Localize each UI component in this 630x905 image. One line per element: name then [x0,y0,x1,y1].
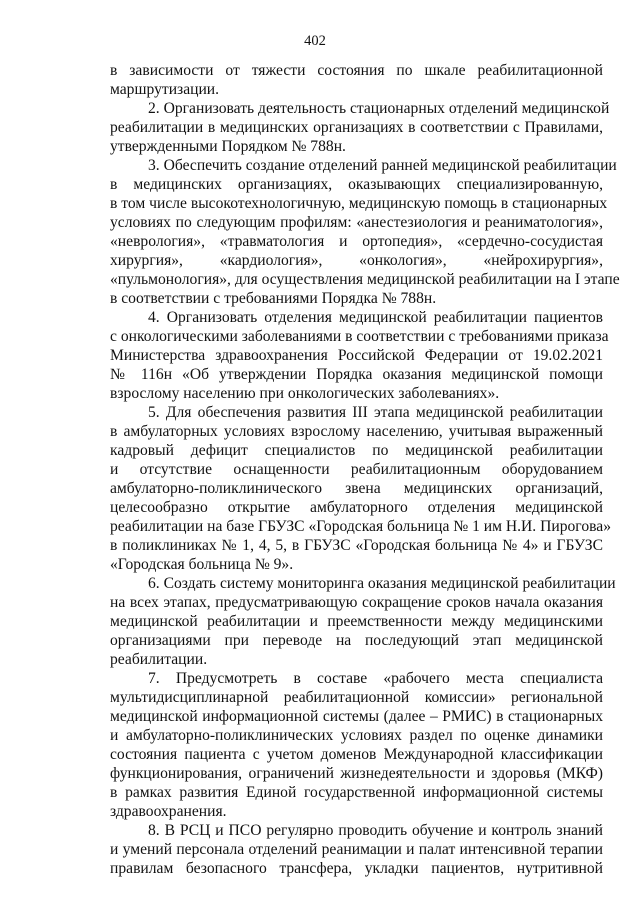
text-line: мультидисциплинарной реабилитационной комиссии» региональной [110,689,603,706]
text-line: с онкологическими заболеваниями в соответствии с требованиями приказа [110,328,609,345]
text-line: № 116н «Об утверждении Порядка оказания медицинской помощи [110,366,603,383]
text-line: медицинской информационной системы (далее – РМИС) в стационарных [110,708,603,725]
text-line: организациями при переводе на последующий этап медицинской [110,632,603,649]
text-line: 5. Для обеспечения развития III этапа медицинской реабилитации [148,404,603,421]
text-line: и амбулаторно-поликлинических условиях раздел по оценке динамики [110,727,603,744]
text-line: функционирования, ограничений жизнедеятельности и здоровья (МКФ) [110,765,603,782]
text-line: реабилитации. [110,651,208,668]
text-line: в рамках развития Единой государственной информационной системы [110,784,603,801]
page-number: 402 [304,33,326,49]
text-line: в поликлиниках № 1, 4, 5, в ГБУЗС «Городская больница № 4» и ГБУЗС [110,537,603,554]
text-line: целесообразно открытие амбулаторного отделения медицинской [110,499,603,516]
text-line: 6. Создать систему мониторинга оказания медицинской реабилитации [148,575,616,592]
text-line: взрослому населению при онкологических заболеваниях». [110,385,500,402]
document-body [110,61,620,878]
text-line: кадровый дефицит специалистов по медицинской реабилитации [110,442,603,459]
text-line: условиях по следующим профилям: «анестезиология и реаниматология», [110,214,603,231]
text-line: хирургия», «кардиология», «онкология», «нейрохирургия», [110,252,603,269]
text-line: амбулаторно-поликлинического звена медицинских организаций, [110,480,603,497]
text-line: в медицинских организациях, оказывающих специализированную, [110,176,603,193]
text-line: «неврология», «травматология и ортопедия», «сердечно-сосудистая [110,233,603,250]
text-line: и умений персонала отделений реанимации и палат интенсивной терапии [110,841,603,858]
text-line: утвержденными Порядком № 788н. [110,138,346,155]
text-line: здравоохранения. [110,803,227,820]
text-line: правилам безопасного трансфера, укладки пациентов, нутритивной [110,860,603,877]
text-line: медицинской реабилитации и преемственности между медицинскими [110,613,603,630]
text-line: реабилитации в медицинских организациях в соответствии с Правилами, [110,119,603,136]
text-line: в соответствии с требованиями Порядка № 788н. [110,290,437,307]
text-line: в зависимости от тяжести состояния по шкале реабилитационной [110,62,603,79]
text-line: на всех этапах, предусматривающую сокращение сроков начала оказания [110,594,603,611]
text-line: 7. Предусмотреть в составе «рабочего места специалиста [148,670,603,687]
text-line: маршрутизации. [110,81,220,98]
text-line: в амбулаторных условиях взрослому населению, учитывая выраженный [110,423,603,440]
text-line: реабилитации на базе ГБУЗС «Городская больница № 1 им Н.И. Пирогова» [110,518,611,535]
text-line: «Городская больница № 9». [110,556,294,573]
text-line: 4. Организовать отделения медицинской реабилитации пациентов [148,309,603,326]
text-line: «пульмонология», для осуществления медицинской реабилитации на I этапе [110,271,620,288]
text-line: 8. В РСЦ и ПСО регулярно проводить обучение и контроль знаний [148,822,603,839]
text-line: состояния пациента с учетом доменов Международной классификации [110,746,603,763]
text-line: Министерства здравоохранения Российской Федерации от 19.02.2021 [110,347,603,364]
text-line: 3. Обеспечить создание отделений ранней медицинской реабилитации [148,157,617,174]
text-line: и отсутствие оснащенности реабилитационным оборудованием [110,461,603,478]
text-line: в том числе высокотехнологичную, медицинскую помощь в стационарных [110,195,608,212]
text-line: 2. Организовать деятельность стационарных отделений медицинской [148,100,610,117]
